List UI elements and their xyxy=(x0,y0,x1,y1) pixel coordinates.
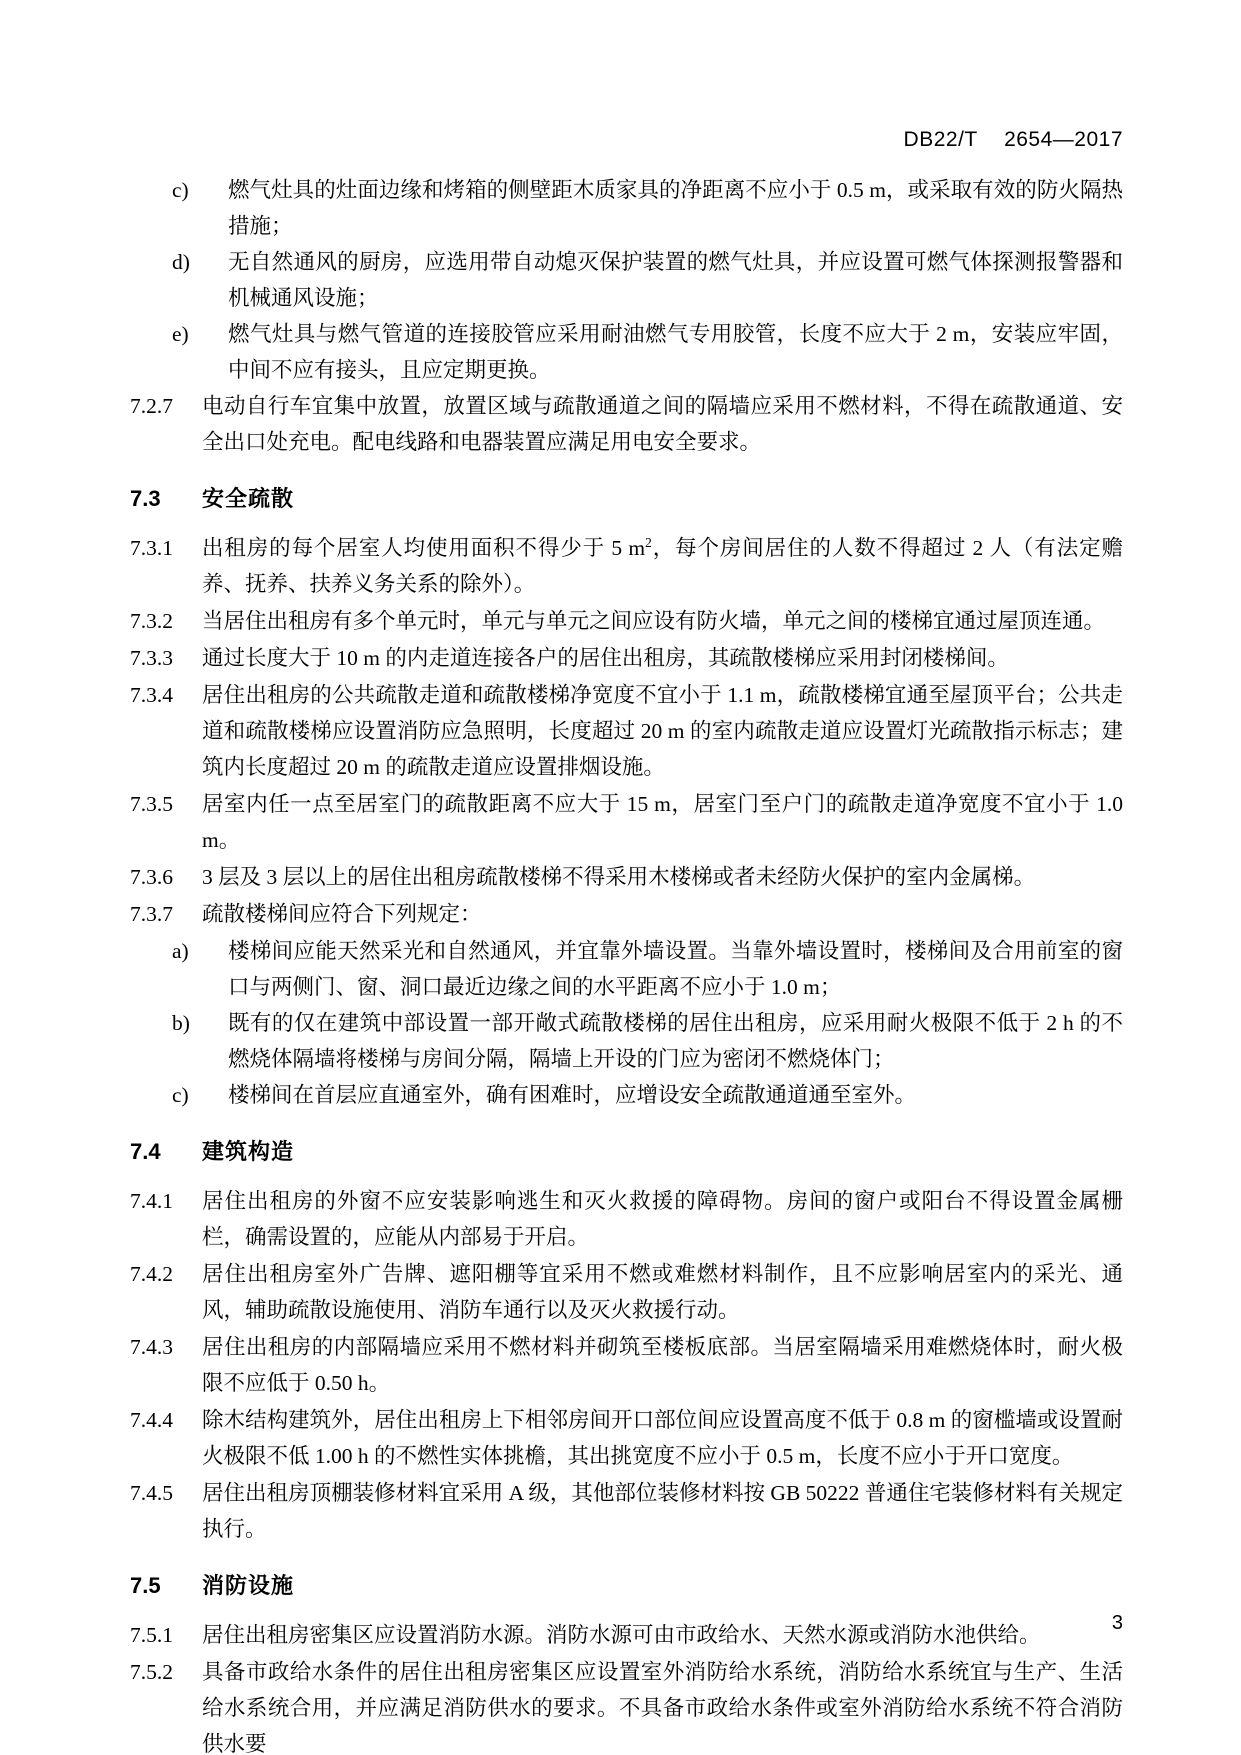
list-item xyxy=(130,933,1123,1005)
clause-number: 7.4.4 xyxy=(130,1408,173,1432)
clause-text: 具备市政给水条件的居住出租房密集区应设置室外消防给水系统，消防给水系统宜与生产、生活给水系统合用，并应满足消防供水的要求。不具备市政给水条件或室外消防给水系统不符合消防供水要 xyxy=(202,1660,1123,1755)
clause-text: 疏散楼梯间应符合下列规定： xyxy=(202,902,482,926)
clause-7-5-2 xyxy=(130,1654,1123,1755)
list-marker: c) xyxy=(172,178,189,202)
list-marker: c) xyxy=(172,1083,189,1107)
clause-text: 电动自行车宜集中放置，放置区域与疏散通道之间的隔墙应采用不燃材料，不得在疏散通道、安全出口处充电。配电线路和电器装置应满足用电安全要求。 xyxy=(202,394,1123,454)
standard-number-year: 2654—2017 xyxy=(1004,128,1123,151)
clause-number: 7.3.2 xyxy=(130,609,173,633)
clause-number: 7.4.3 xyxy=(130,1335,173,1359)
clause-number: 7.5.2 xyxy=(130,1660,173,1684)
clause-7-3-7 xyxy=(130,896,1123,932)
clause-text: 居住出租房的外窗不应安装影响逃生和灭火救援的障碍物。房间的窗户或阳台不得设置金属栅栏，确需设置的，应能从内部易于开启。 xyxy=(202,1189,1123,1249)
clause-text: 3 层及 3 层以上的居住出租房疏散楼梯不得采用木楼梯或者未经防火保护的室内金属梯。 xyxy=(202,865,1036,889)
list-marker: b) xyxy=(172,1011,190,1035)
list-item xyxy=(130,244,1123,316)
clause-text-part-1: 出租房的每个居室人均使用面积不得少于 5 m xyxy=(202,536,646,560)
clause-7-4-5 xyxy=(130,1475,1123,1547)
superscript-unit: 2 xyxy=(645,534,652,550)
clause-number: 7.3.4 xyxy=(130,683,173,707)
clause-7-4-1 xyxy=(130,1183,1123,1255)
clause-7-2-7 xyxy=(130,388,1123,460)
list-item xyxy=(130,1005,1123,1077)
clause-number: 7.3.6 xyxy=(130,865,173,889)
clause-text: 居住出租房室外广告牌、遮阳棚等宜采用不燃或难燃材料制作，且不应影响居室内的采光、通风，辅助疏散设施使用、消防车通行以及灭火救援行动。 xyxy=(202,1262,1123,1322)
clause-number: 7.3.7 xyxy=(130,902,173,926)
clause-number: 7.3.5 xyxy=(130,792,173,816)
clause-text: 居住出租房的内部隔墙应采用不燃材料并砌筑至楼板底部。当居室隔墙采用难燃烧体时，耐火极限不应低于 0.50 h。 xyxy=(202,1335,1123,1395)
list-text: 无自然通风的厨房，应选用带自动熄灭保护装置的燃气灶具，并应设置可燃气体探测报警器和机械通风设施； xyxy=(228,250,1123,310)
clause-text xyxy=(202,530,1123,602)
clause-number: 7.3.1 xyxy=(130,536,173,560)
list-text: 楼梯间在首层应直通室外，确有困难时，应增设安全疏散通道通至室外。 xyxy=(228,1083,917,1107)
clause-number: 7.4.2 xyxy=(130,1262,173,1286)
clause-text-part-2: ，每个房间居住的人数不得超过 2 人（有法定赡养、抚养、扶养义务关系的除外）。 xyxy=(202,536,1123,596)
section-title: 消防设施 xyxy=(202,1573,295,1598)
clause-text: 居住出租房的公共疏散走道和疏散楼梯净宽度不宜小于 1.1 m，疏散楼梯宜通至屋顶平台；公共走道和疏散楼梯应设置消防应急照明，长度超过 20 m 的室内疏散走道应设置灯光疏散指示标志；建筑内长度超过 20 m 的疏散走道应设置排烟设施。 xyxy=(202,683,1123,779)
list-text: 燃气灶具的灶面边缘和烤箱的侧壁距木质家具的净距离不应小于 0.5 m，或采取有效的防火隔热措施； xyxy=(228,178,1123,238)
clause-number: 7.3.3 xyxy=(130,646,173,670)
clause-7-3-6 xyxy=(130,859,1123,895)
page-header xyxy=(904,128,1123,152)
clause-number: 7.2.7 xyxy=(130,394,173,418)
section-heading-7-5 xyxy=(130,1569,1123,1603)
section-number: 7.4 xyxy=(130,1139,161,1164)
list-item xyxy=(130,1077,1123,1113)
list-marker: d) xyxy=(172,250,190,274)
section-number: 7.5 xyxy=(130,1573,161,1598)
clause-number: 7.4.1 xyxy=(130,1189,173,1213)
clause-7-3-2 xyxy=(130,603,1123,639)
standard-number: DB22/T xyxy=(903,128,978,151)
clause-text: 居住出租房密集区应设置消防水源。消防水源可由市政给水、天然水源或消防水池供给。 xyxy=(202,1623,1041,1647)
section-heading-7-3 xyxy=(130,482,1123,516)
clause-number: 7.5.1 xyxy=(130,1623,173,1647)
clause-7-3-5 xyxy=(130,786,1123,858)
list-item xyxy=(130,316,1123,388)
section-number: 7.3 xyxy=(130,486,161,511)
list-marker: a) xyxy=(172,939,189,963)
clause-7-3-3 xyxy=(130,640,1123,676)
clause-text: 当居住出租房有多个单元时，单元与单元之间应设有防火墙，单元之间的楼梯宜通过屋顶连通。 xyxy=(202,609,1106,633)
clause-number: 7.4.5 xyxy=(130,1481,173,1505)
list-item xyxy=(130,172,1123,244)
section-title: 安全疏散 xyxy=(202,486,295,511)
clause-text: 通过长度大于 10 m 的内走道连接各户的居住出租房，其疏散楼梯应采用封闭楼梯间。 xyxy=(202,646,1009,670)
clause-7-4-2 xyxy=(130,1256,1123,1328)
clause-text: 居室内任一点至居室门的疏散距离不应大于 15 m，居室门至户门的疏散走道净宽度不宜小于 1.0 m。 xyxy=(202,792,1123,852)
list-text: 楼梯间应能天然采光和自然通风，并宜靠外墙设置。当靠外墙设置时，楼梯间及合用前室的窗口与两侧门、窗、洞口最近边缘之间的水平距离不应小于 1.0 m； xyxy=(228,939,1123,999)
document-body xyxy=(130,172,1123,1755)
clause-7-4-3 xyxy=(130,1329,1123,1401)
section-title: 建筑构造 xyxy=(202,1139,295,1164)
list-text: 既有的仅在建筑中部设置一部开敞式疏散楼梯的居住出租房，应采用耐火极限不低于 2 h 的不燃烧体隔墙将楼梯与房间分隔，隔墙上开设的门应为密闭不燃烧体门； xyxy=(228,1011,1123,1071)
clause-7-3-1 xyxy=(130,530,1123,602)
list-marker: e) xyxy=(172,322,189,346)
clause-7-4-4 xyxy=(130,1402,1123,1474)
clause-7-5-1 xyxy=(130,1617,1123,1653)
list-text: 燃气灶具与燃气管道的连接胶管应采用耐油燃气专用胶管，长度不应大于 2 m，安装应牢固，中间不应有接头，且应定期更换。 xyxy=(228,322,1123,382)
clause-text: 居住出租房顶棚装修材料宜采用 A 级，其他部位装修材料按 GB 50222 普通住宅装修材料有关规定执行。 xyxy=(202,1481,1123,1541)
clause-7-3-4 xyxy=(130,677,1123,785)
clause-text: 除木结构建筑外，居住出租房上下相邻房间开口部位间应设置高度不低于 0.8 m 的窗槛墙或设置耐火极限不低 1.00 h 的不燃性实体挑檐，其出挑宽度不应小于 0.5 m，长度不应小于开口宽度。 xyxy=(202,1408,1123,1468)
page-number: 3 xyxy=(1111,1612,1123,1634)
section-heading-7-4 xyxy=(130,1135,1123,1169)
